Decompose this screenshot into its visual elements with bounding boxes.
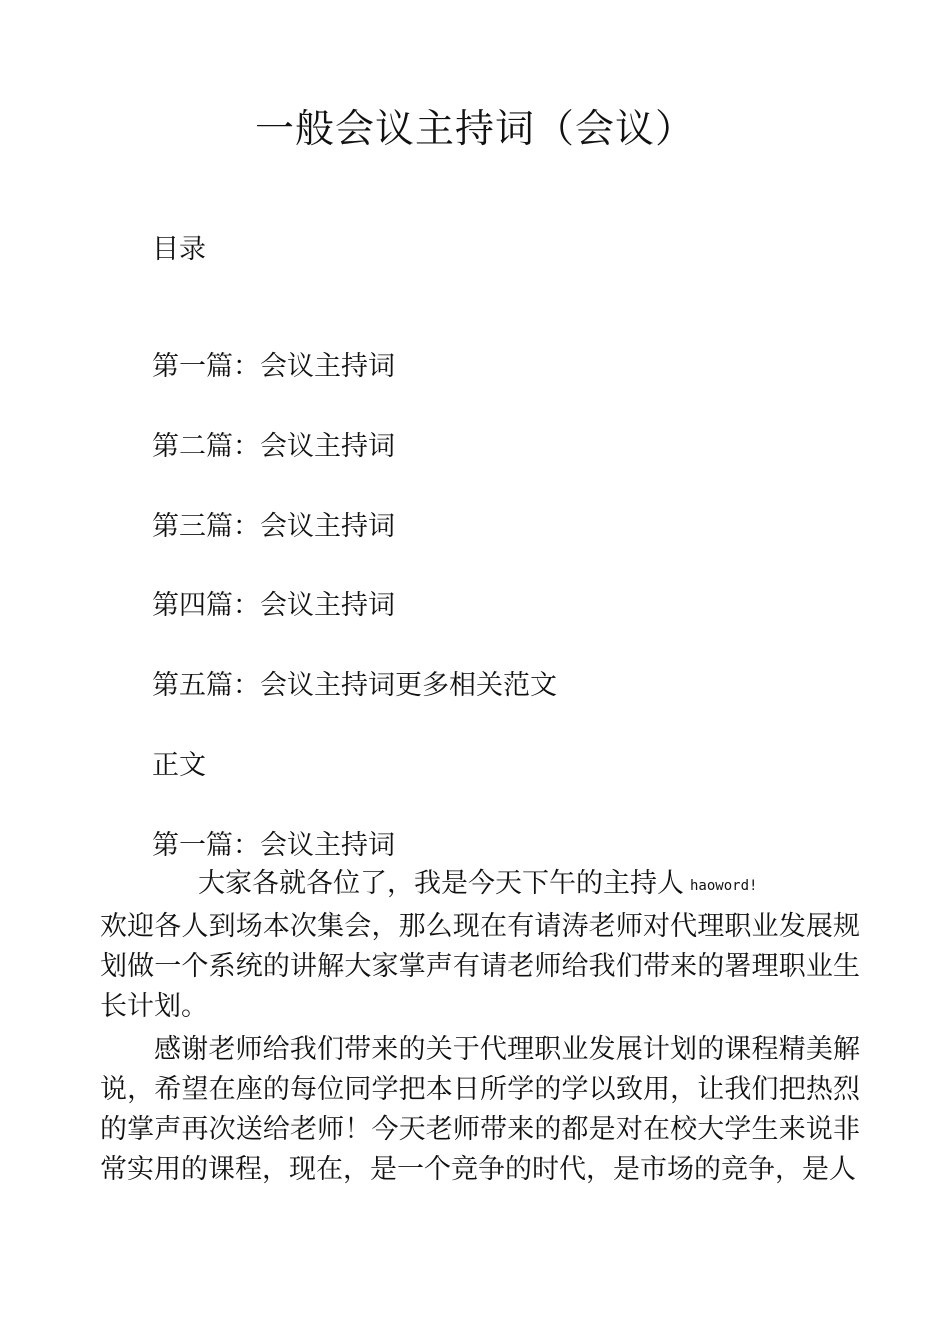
document-title: 一般会议主持词（会议）: [254, 107, 695, 152]
intro-text: 大家各就各位了，我是今天下午的主持人: [198, 868, 684, 899]
toc-item-1: 第一篇：会议主持词: [152, 351, 395, 382]
body-heading: 正文: [152, 750, 206, 781]
toc-heading: 目录: [152, 234, 206, 265]
toc-item-4: 第四篇：会议主持词: [152, 590, 395, 621]
intro-small-text: haoword!: [690, 878, 758, 894]
section-title: 第一篇：会议主持词: [152, 830, 395, 861]
paragraph-2: 感谢老师给我们带来的关于代理职业发展计划的课程精美解说，希望在座的每位同学把本日所学的学以致用，让我们把热烈的掌声再次送给老师！今天老师带来的都是对在校大学生来说非常实用的课程，现在，是一个竞争的时代，是市场的竞争，是人: [100, 1034, 860, 1185]
toc-item-3: 第三篇：会议主持词: [152, 511, 395, 542]
toc-item-2: 第二篇：会议主持词: [152, 431, 395, 462]
intro-line: [198, 866, 757, 904]
paragraph-1: 欢迎各人到场本次集会，那么现在有请涛老师对代理职业发展规划做一个系统的讲解大家掌声有请老师给我们带来的署理职业生长计划。: [100, 911, 860, 1022]
toc-item-5: 第五篇：会议主持词更多相关范文: [152, 670, 557, 701]
